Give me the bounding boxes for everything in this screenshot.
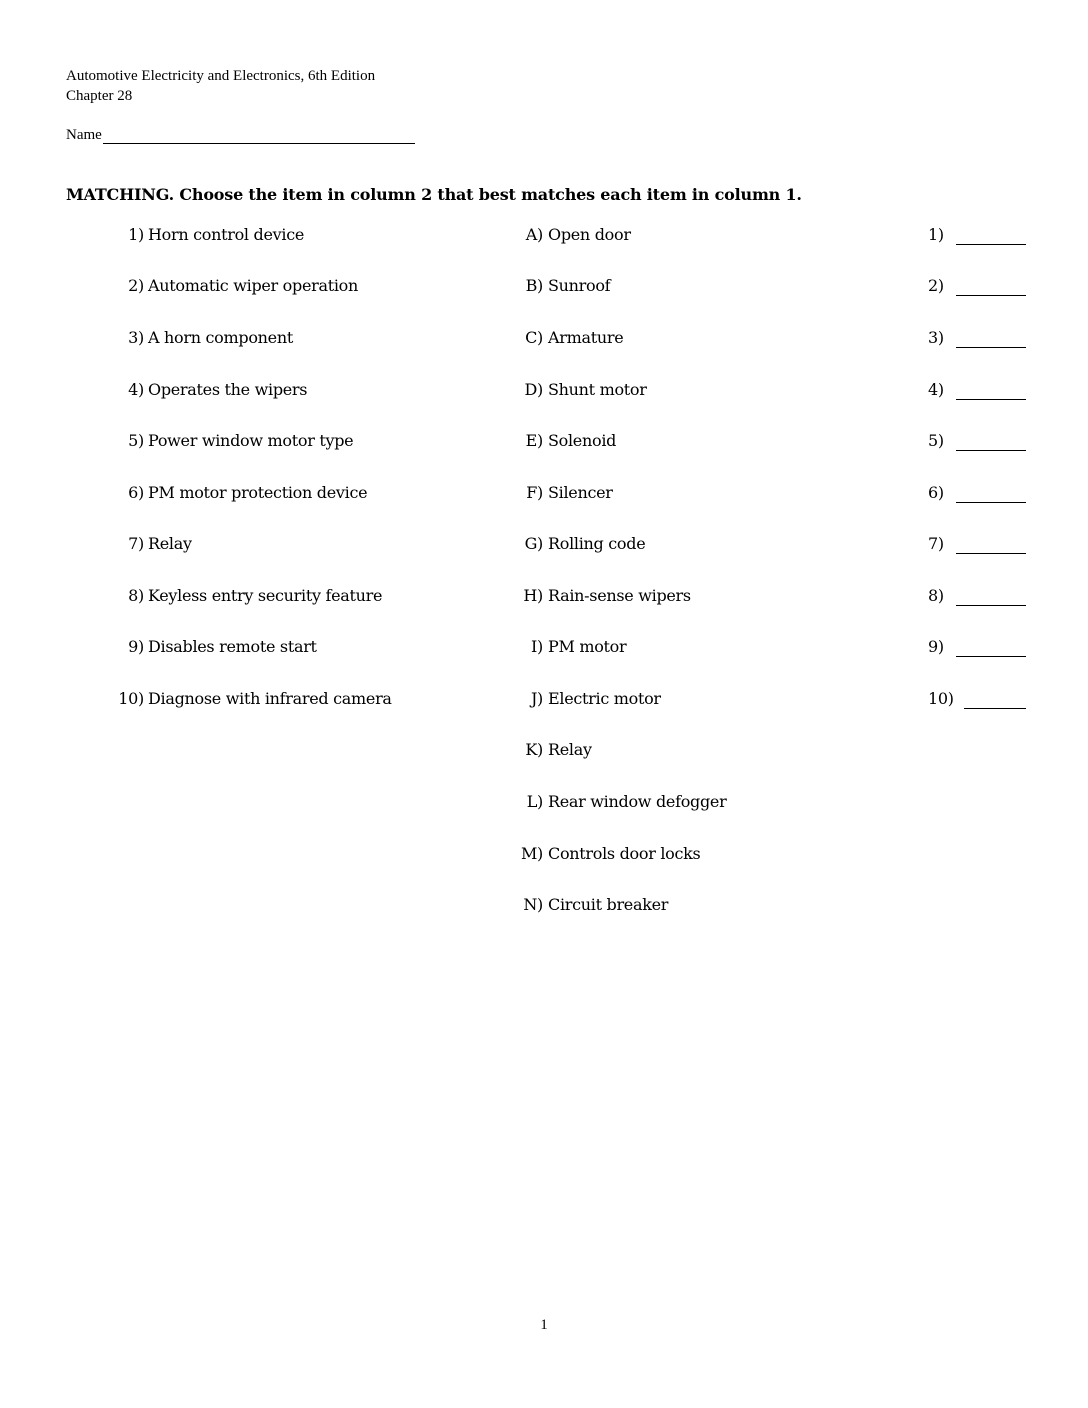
option-letter: H) bbox=[523, 586, 543, 605]
matching-row bbox=[0, 328, 1088, 350]
option-letter: D) bbox=[524, 380, 543, 399]
option-letter: F) bbox=[526, 483, 543, 502]
matching-row bbox=[0, 586, 1088, 608]
answer-blank[interactable] bbox=[956, 656, 1026, 657]
matching-row bbox=[0, 534, 1088, 556]
chapter-label: Chapter 28 bbox=[66, 88, 133, 104]
matching-row bbox=[0, 431, 1088, 453]
question-text: Keyless entry security feature bbox=[148, 586, 383, 605]
question-number: 9) bbox=[128, 637, 144, 656]
question-text: Power window motor type bbox=[148, 431, 354, 450]
option-letter: K) bbox=[525, 740, 543, 759]
question-number: 4) bbox=[128, 380, 144, 399]
option-letter: M) bbox=[520, 844, 543, 863]
answer-blank[interactable] bbox=[956, 605, 1026, 606]
option-text: Open door bbox=[548, 225, 631, 244]
answer-number: 5) bbox=[928, 431, 944, 450]
option-text: Circuit breaker bbox=[548, 895, 669, 914]
question-number: 8) bbox=[128, 586, 144, 605]
answer-blank[interactable] bbox=[956, 347, 1026, 348]
answer-number: 7) bbox=[928, 534, 944, 553]
page-number: 1 bbox=[540, 1317, 548, 1333]
name-blank-line[interactable] bbox=[103, 126, 415, 144]
question-text: Diagnose with infrared camera bbox=[148, 689, 392, 708]
name-label: Name bbox=[66, 127, 102, 143]
option-text: Sunroof bbox=[548, 276, 611, 295]
answer-blank[interactable] bbox=[956, 244, 1026, 245]
option-letter: B) bbox=[525, 276, 543, 295]
answer-number: 1) bbox=[928, 225, 944, 244]
option-row bbox=[0, 844, 1088, 866]
option-letter: G) bbox=[524, 534, 543, 553]
option-row bbox=[0, 895, 1088, 917]
matching-row bbox=[0, 689, 1088, 711]
option-text: Rain-sense wipers bbox=[548, 586, 691, 605]
answer-blank[interactable] bbox=[956, 553, 1026, 554]
question-number: 5) bbox=[128, 431, 144, 450]
option-row bbox=[0, 792, 1088, 814]
question-text: Relay bbox=[148, 534, 192, 553]
book-title: Automotive Electricity and Electronics, 6th Edition bbox=[66, 68, 376, 84]
matching-row bbox=[0, 483, 1088, 505]
option-letter: I) bbox=[531, 637, 543, 656]
option-text: Electric motor bbox=[548, 689, 661, 708]
answer-blank[interactable] bbox=[956, 295, 1026, 296]
question-text: Operates the wipers bbox=[148, 380, 308, 399]
instructions: MATCHING. Choose the item in column 2 that best matches each item in column 1. bbox=[66, 185, 802, 204]
option-text: Controls door locks bbox=[548, 844, 701, 863]
matching-row bbox=[0, 380, 1088, 402]
question-number: 2) bbox=[128, 276, 144, 295]
answer-blank[interactable] bbox=[956, 502, 1026, 503]
option-letter: N) bbox=[523, 895, 543, 914]
option-row bbox=[0, 740, 1088, 762]
question-number: 10) bbox=[118, 689, 144, 708]
answer-blank[interactable] bbox=[956, 450, 1026, 451]
answer-number: 3) bbox=[928, 328, 944, 347]
matching-row bbox=[0, 225, 1088, 247]
option-letter: C) bbox=[525, 328, 543, 347]
answer-number: 6) bbox=[928, 483, 944, 502]
option-text: Silencer bbox=[548, 483, 613, 502]
question-text: A horn component bbox=[148, 328, 293, 347]
answer-number: 10) bbox=[928, 689, 954, 708]
answer-blank[interactable] bbox=[964, 708, 1026, 709]
answer-number: 8) bbox=[928, 586, 944, 605]
question-number: 7) bbox=[128, 534, 144, 553]
option-letter: E) bbox=[525, 431, 543, 450]
option-text: Rear window defogger bbox=[548, 792, 727, 811]
question-text: PM motor protection device bbox=[148, 483, 368, 502]
answer-number: 9) bbox=[928, 637, 944, 656]
answer-number: 4) bbox=[928, 380, 944, 399]
option-text: Shunt motor bbox=[548, 380, 647, 399]
option-letter: A) bbox=[525, 225, 543, 244]
option-text: PM motor bbox=[548, 637, 627, 656]
option-letter: J) bbox=[530, 689, 543, 708]
question-number: 3) bbox=[128, 328, 144, 347]
name-field bbox=[66, 126, 415, 144]
question-text: Horn control device bbox=[148, 225, 305, 244]
question-text: Automatic wiper operation bbox=[148, 276, 359, 295]
matching-row bbox=[0, 637, 1088, 659]
question-number: 1) bbox=[128, 225, 144, 244]
option-text: Solenoid bbox=[548, 431, 617, 450]
option-text: Armature bbox=[548, 328, 624, 347]
question-number: 6) bbox=[128, 483, 144, 502]
matching-row bbox=[0, 276, 1088, 298]
option-text: Relay bbox=[548, 740, 592, 759]
option-letter: L) bbox=[526, 792, 543, 811]
answer-blank[interactable] bbox=[956, 399, 1026, 400]
option-text: Rolling code bbox=[548, 534, 646, 553]
answer-number: 2) bbox=[928, 276, 944, 295]
question-text: Disables remote start bbox=[148, 637, 317, 656]
